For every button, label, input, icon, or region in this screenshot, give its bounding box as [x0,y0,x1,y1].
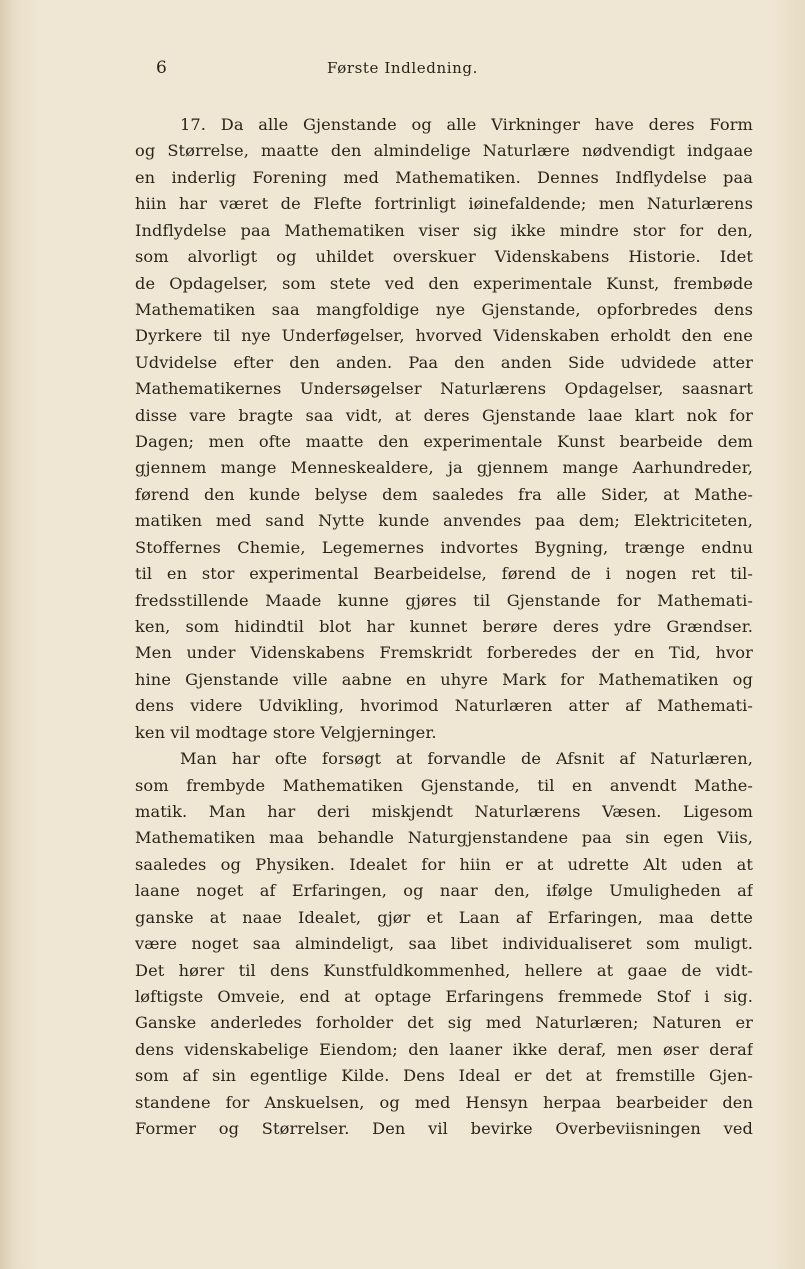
text-line: løftigste Omveie, end at optage Erfaringens fremmede Stof i sig. [135,986,753,1006]
text-line: Mathematiken maa behandle Naturgjenstandene paa sin egen Viis, [135,828,753,848]
text-line: Indflydelse paa Mathematiken viser sig ikke mindre stor for den, [135,220,753,240]
text-line: Man har ofte forsøgt at forvandle de Afsnit af Naturlæren, [180,749,753,769]
text-line: til en stor experimental Bearbeidelse, førend de i nogen ret til- [135,564,753,584]
text-line: Mathematiken saa mangfoldige nye Gjenstande, opforbredes dens [135,299,753,319]
text-line: disse vare bragte saa vidt, at deres Gjenstande laae klart nok for [135,405,753,425]
text-line: fredsstillende Maade kunne gjøres til Gjenstande for Mathemati- [135,590,753,610]
text-line: ken vil modtage store Velgjerninger. [135,722,437,742]
text-line: laane noget af Erfaringen, og naar den, ifølge Umuligheden af [135,881,753,901]
text-line: dens videnskabelige Eiendom; den laaner ikke deraf, men øser deraf [135,1039,753,1059]
text-line: matiken med sand Nytte kunde anvendes paa dem; Elektriciteten, [135,511,753,531]
text-line: saaledes og Physiken. Idealet for hiin er at udrette Alt uden at [135,854,753,874]
text-line: som alvorligt og uhildet overskuer Videnskabens Historie. Idet [135,247,753,267]
text-line: Det hører til dens Kunstfuldkommenhed, hellere at gaae de vidt- [135,960,753,980]
text-line: de Opdagelser, som stete ved den experimentale Kunst, frembøde [135,273,753,293]
text-line: som af sin egentlige Kilde. Dens Ideal er det at fremstille Gjen- [135,1066,753,1086]
text-line: matik. Man har deri miskjendt Naturlærens Væsen. Ligesom [135,801,753,821]
text-line: som frembyde Mathematiken Gjenstande, til en anvendt Mathe- [135,775,753,795]
text-line: Men under Videnskabens Fremskridt forberedes der en Tid, hvor [135,643,753,663]
text-line: hiin har været de Flefte fortrinligt iøinefaldende; men Naturlærens [135,194,753,214]
text-line: Ganske anderledes forholder det sig med Naturlæren; Naturen er [135,1013,753,1033]
running-title: Første Indledning. [327,59,478,77]
body-text [135,112,753,1142]
text-line: Stoffernes Chemie, Legemernes indvortes Bygning, trænge endnu [135,537,753,557]
text-line: gjennem mange Menneskealdere, ja gjennem mange Aarhundreder, [135,458,753,478]
text-line: være noget saa almindeligt, saa libet individualiseret som muligt. [135,934,753,954]
page-header [0,58,805,82]
text-line: og Størrelse, maatte den almindelige Naturlære nødvendigt indgaae [135,141,753,161]
text-line: Dagen; men ofte maatte den experimentale Kunst bearbeide dem [135,432,753,452]
text-line: en inderlig Forening med Mathematiken. Dennes Indflydelse paa [135,167,753,187]
text-line: Udvidelse efter den anden. Paa den anden Side udvidede atter [135,352,753,372]
text-line: Former og Størrelser. Den vil bevirke Overbeviisningen ved [135,1119,753,1139]
page-number: 6 [156,58,168,78]
text-line: Dyrkere til nye Underføgelser, hvorved Videnskaben erholdt den ene [135,326,753,346]
text-line: 17. Da alle Gjenstande og alle Virkninger have deres Form [180,115,753,134]
text-line: Mathematikernes Undersøgelser Naturlærens Opdagelser, saasnart [135,379,753,399]
text-line: dens videre Udvikling, hvorimod Naturlæren atter af Mathemati- [135,696,753,716]
text-line: hine Gjenstande ville aabne en uhyre Mark for Mathematiken og [135,669,753,689]
text-line: førend den kunde belyse dem saaledes fra alle Sider, at Mathe- [135,484,753,504]
text-line: ganske at naae Idealet, gjør et Laan af Erfaringen, maa dette [135,907,753,927]
text-line: ken, som hidindtil blot har kunnet berøre deres ydre Grændser. [135,617,753,637]
text-line: standene for Anskuelsen, og med Hensyn herpaa bearbeider den [135,1092,753,1112]
